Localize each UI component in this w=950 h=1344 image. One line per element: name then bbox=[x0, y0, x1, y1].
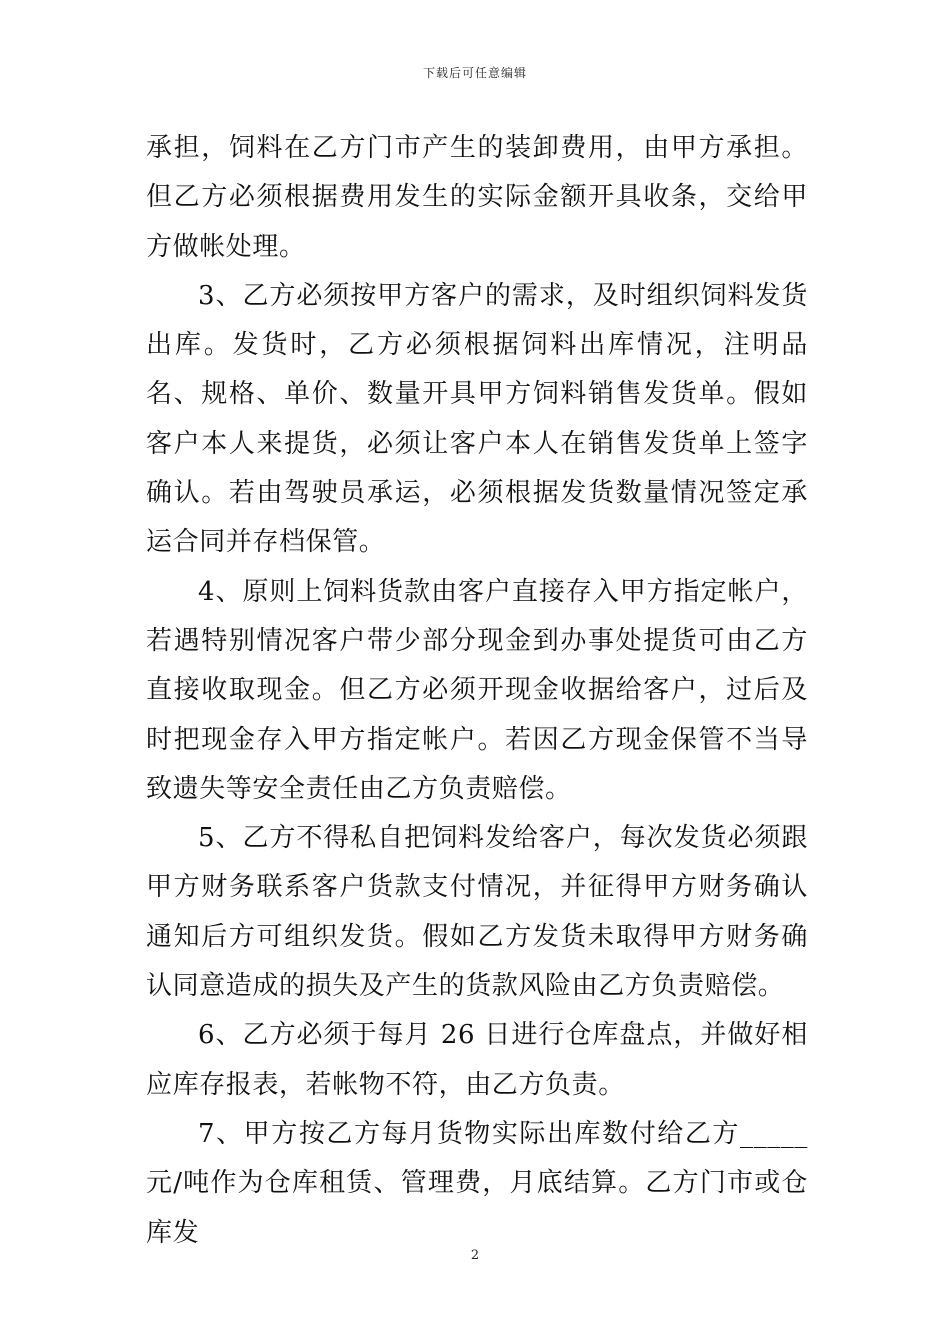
paragraph-clause-5: 5、乙方不得私自把饲料发给客户，每次发货必须跟甲方财务联系客户货款支付情况，并征得甲方财务确认通知后方可组织发货。假如乙方发货未取得甲方财务确认同意造成的损失及产生的货款风险由乙方负责赔偿。 bbox=[146, 823, 808, 1002]
paragraph-clause-4: 4、原则上饲料货款由客户直接存入甲方指定帐户，若遇特别情况客户带少部分现金到办事处提货可由乙方直接收取现金。但乙方必须开现金收据给客户，过后及时把现金存入甲方指定帐户。若因乙方现金保管不当导致遗失等安全责任由乙方负责赔偿。 bbox=[146, 576, 808, 804]
paragraph-clause-3: 3、乙方必须按甲方客户的需求，及时组织饲料发货出库。发货时，乙方必须根据饲料出库情况，注明品名、规格、单价、数量开具甲方饲料销售发货单。假如客户本人来提货，必须让客户本人在销售发货单上签字确认。若由驾驶员承运，必须根据发货数量情况签定承运合同并存档保管。 bbox=[146, 280, 808, 558]
paragraph-clause-6: 6、乙方必须于每月 26 日进行仓库盘点，并做好相应库存报表，若帐物不符，由乙方负责。 bbox=[146, 1020, 808, 1100]
paragraph-continuation: 承担，饲料在乙方门市产生的装卸费用，由甲方承担。但乙方必须根据费用发生的实际金额开具收条，交给甲方做帐处理。 bbox=[146, 133, 808, 262]
page-number: 2 bbox=[470, 1248, 480, 1263]
page-header: 下载后可任意编辑 bbox=[422, 66, 527, 80]
document-body bbox=[146, 124, 808, 1258]
paragraph-clause-7: 7、甲方按乙方每月货物实际出库数付给乙方_____元/吨作为仓库租赁、管理费，月底结算。乙方门市或仓库发 bbox=[146, 1118, 808, 1248]
